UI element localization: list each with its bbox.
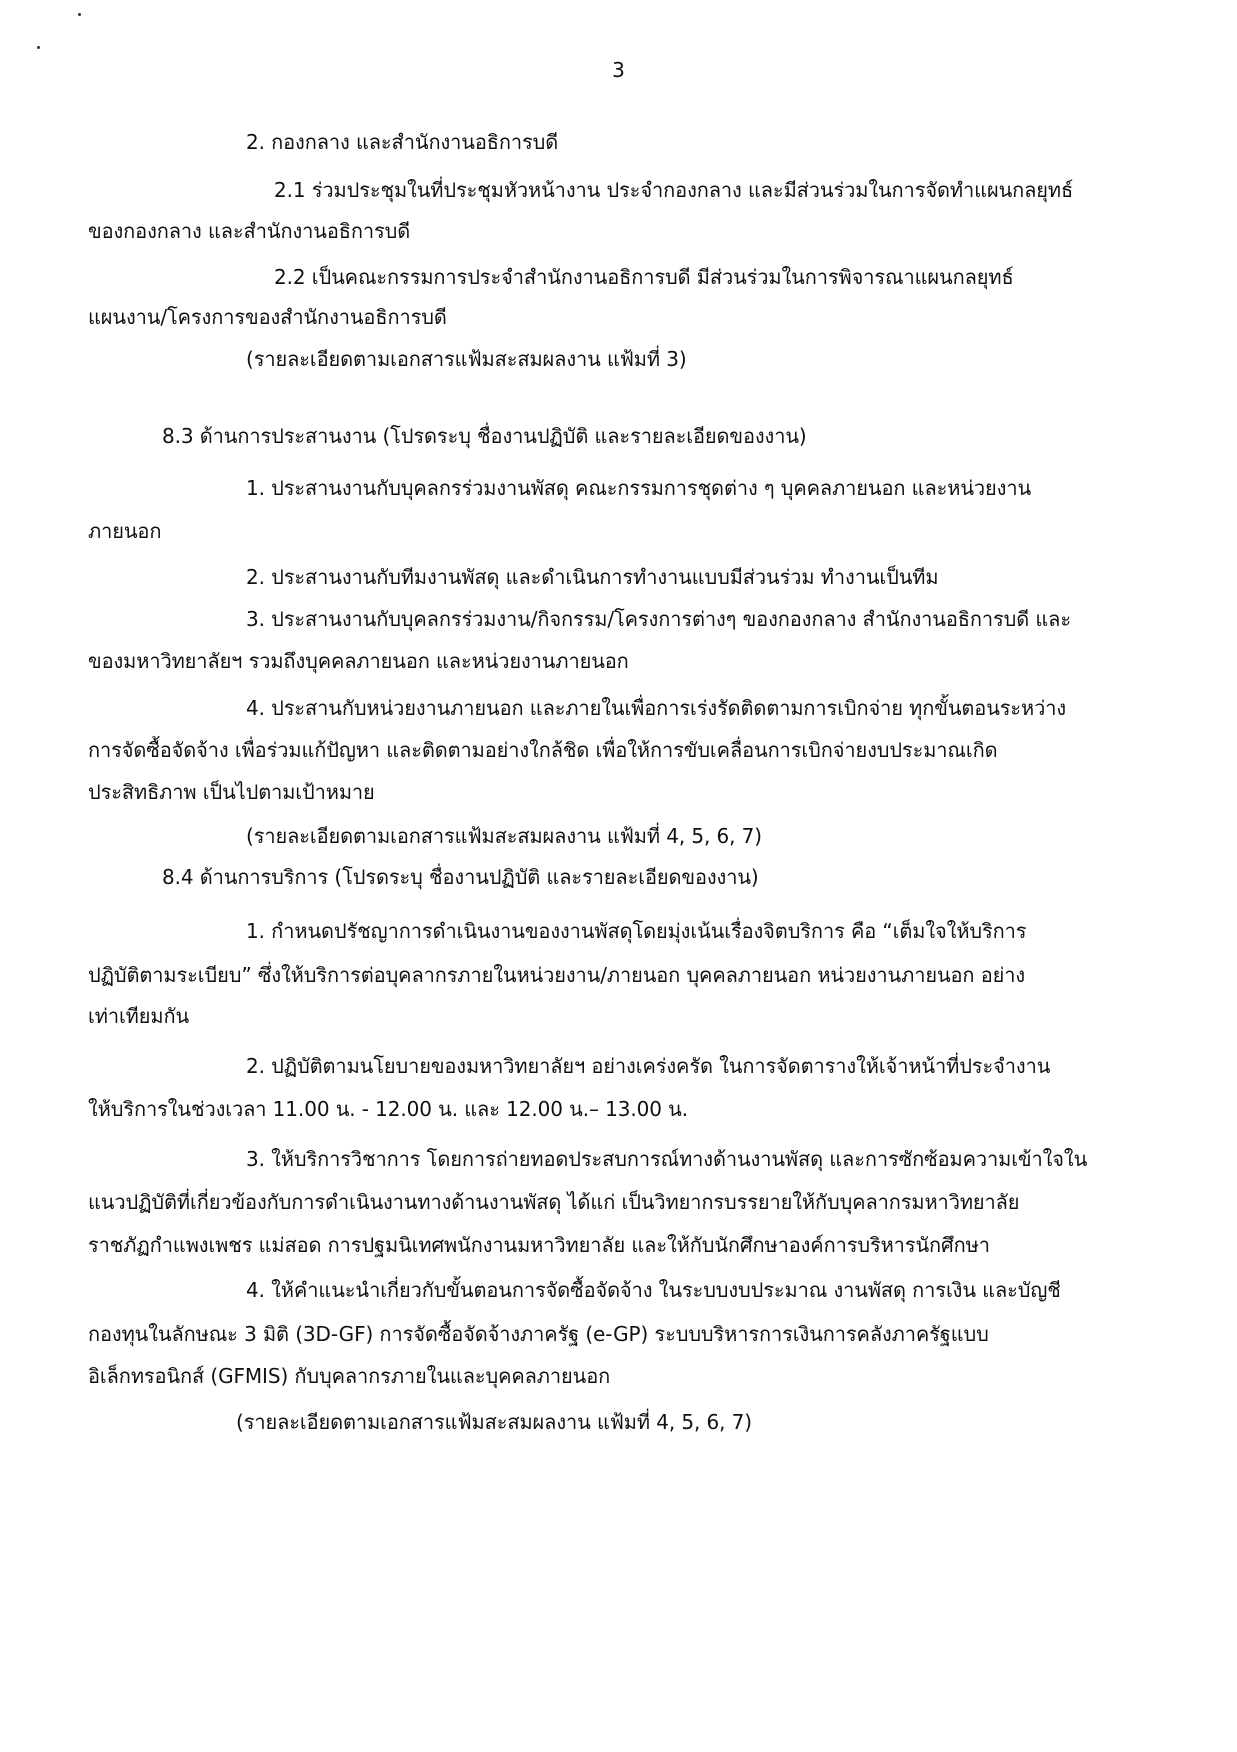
paragraph-line: ของกองกลาง และสำนักงานอธิการบดี bbox=[88, 219, 411, 243]
paragraph-line: 4. ประสานกับหน่วยงานภายนอก และภายในเพื่อการเร่งรัดติดตามการเบิกจ่าย ทุกขั้นตอนระหว่าง bbox=[246, 696, 1067, 720]
reference-note: (รายละเอียดตามเอกสารแฟ้มสะสมผลงาน แฟ้มที่ 4, 5, 6, 7) bbox=[236, 1410, 752, 1434]
paragraph-line: การจัดซื้อจัดจ้าง เพื่อร่วมแก้ปัญหา และติดตามอย่างใกล้ชิด เพื่อให้การขับเคลื่อนการเบิกจ่ายงบประมาณเกิด bbox=[88, 738, 998, 762]
paragraph-line: ให้บริการในช่วงเวลา 11.00 น. - 12.00 น. และ 12.00 น.– 13.00 น. bbox=[88, 1097, 688, 1121]
reference-note: (รายละเอียดตามเอกสารแฟ้มสะสมผลงาน แฟ้มที่ 3) bbox=[246, 347, 687, 371]
paragraph-line: ปฏิบัติตามระเบียบ” ซึ่งให้บริการต่อบุคลากรภายในหน่วยงาน/ภายนอก บุคคลภายนอก หน่วยงานภายนอก อย่าง bbox=[88, 963, 1026, 987]
paragraph-line: 2.2 เป็นคณะกรรมการประจำสำนักงานอธิการบดี มีส่วนร่วมในการพิจารณาแผนกลยุทธ์ bbox=[274, 265, 1014, 289]
scan-speck bbox=[37, 46, 40, 49]
paragraph-line: ของมหาวิทยาลัยฯ รวมถึงบุคคลภายนอก และหน่วยงานภายนอก bbox=[88, 649, 629, 673]
section-heading: 2. กองกลาง และสำนักงานอธิการบดี bbox=[246, 130, 559, 154]
paragraph-line: 4. ให้คำแนะนำเกี่ยวกับขั้นตอนการจัดซื้อจัดจ้าง ในระบบงบประมาณ งานพัสดุ การเงิน และบัญชี bbox=[246, 1278, 1061, 1302]
paragraph-line: เท่าเทียมกัน bbox=[88, 1004, 190, 1028]
paragraph-line: ภายนอก bbox=[88, 519, 162, 543]
paragraph-line: 3. ประสานงานกับบุคลกรร่วมงาน/กิจกรรม/โครงการต่างๆ ของกองกลาง สำนักงานอธิการบดี และ bbox=[246, 607, 1071, 631]
paragraph-line: 3. ให้บริการวิชาการ โดยการถ่ายทอดประสบการณ์ทางด้านงานพัสดุ และการซักซ้อมความเข้าใจใน bbox=[246, 1147, 1088, 1171]
reference-note: (รายละเอียดตามเอกสารแฟ้มสะสมผลงาน แฟ้มที่ 4, 5, 6, 7) bbox=[246, 824, 762, 848]
page-number: 3 bbox=[612, 58, 625, 82]
paragraph-line: แนวปฏิบัติที่เกี่ยวข้องกับการดำเนินงานทางด้านงานพัสดุ ได้แก่ เป็นวิทยากรบรรยายให้กับบุคลากรมหาวิทยาลัย bbox=[88, 1190, 1020, 1214]
section-heading: 8.3 ด้านการประสานงาน (โปรดระบุ ชื่องานปฏิบัติ และรายละเอียดของงาน) bbox=[162, 424, 807, 448]
scan-speck bbox=[78, 13, 81, 16]
paragraph-line: 1. ประสานงานกับบุคลกรร่วมงานพัสดุ คณะกรรมการชุดต่าง ๆ บุคคลภายนอก และหน่วยงาน bbox=[246, 476, 1032, 500]
paragraph-line: ราชภัฏกำแพงเพชร แม่สอด การปฐมนิเทศพนักงานมหาวิทยาลัย และให้กับนักศึกษาองค์การบริหารนักศึกษา bbox=[88, 1233, 990, 1257]
paragraph-line: แผนงาน/โครงการของสำนักงานอธิการบดี bbox=[88, 305, 447, 329]
paragraph-line: 1. กำหนดปรัชญาการดำเนินงานของงานพัสดุโดยมุ่งเน้นเรื่องจิตบริการ คือ “เต็มใจให้บริการ bbox=[246, 919, 1027, 943]
section-heading: 8.4 ด้านการบริการ (โปรดระบุ ชื่องานปฏิบัติ และรายละเอียดของงาน) bbox=[162, 865, 759, 889]
paragraph-line: อิเล็กทรอนิกส์ (GFMIS) กับบุคลากรภายในและบุคคลภายนอก bbox=[88, 1364, 611, 1388]
paragraph-line: 2.1 ร่วมประชุมในที่ประชุมหัวหน้างาน ประจำกองกลาง และมีส่วนร่วมในการจัดทำแผนกลยุทธ์ bbox=[274, 178, 1074, 202]
paragraph-line: ประสิทธิภาพ เป็นไปตามเป้าหมาย bbox=[88, 780, 375, 804]
paragraph-line: กองทุนในลักษณะ 3 มิติ (3D-GF) การจัดซื้อจัดจ้างภาครัฐ (e-GP) ระบบบริหารการเงินการคลังภาครัฐแบบ bbox=[88, 1322, 989, 1346]
paragraph-line: 2. ปฏิบัติตามนโยบายของมหาวิทยาลัยฯ อย่างเคร่งครัด ในการจัดตารางให้เจ้าหน้าที่ประจำงาน bbox=[246, 1054, 1051, 1078]
paragraph-line: 2. ประสานงานกับทีมงานพัสดุ และดำเนินการทำงานแบบมีส่วนร่วม ทำงานเป็นทีม bbox=[246, 565, 939, 589]
